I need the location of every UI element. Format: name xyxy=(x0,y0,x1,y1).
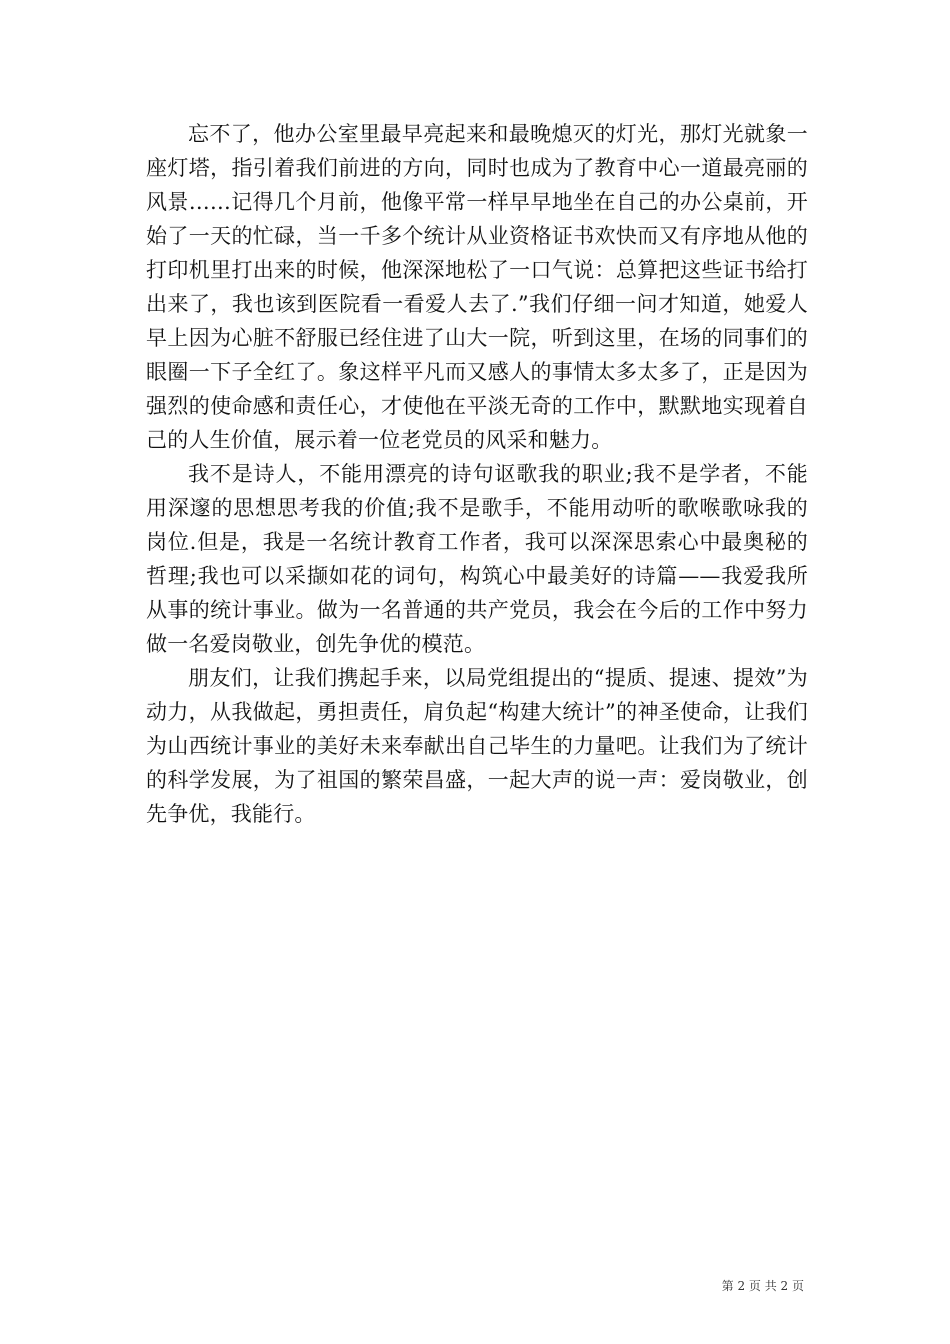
paragraph-2: 我不是诗人，不能用漂亮的诗句讴歌我的职业;我不是学者，不能用深邃的思想思考我的价值;我不是歌手，不能用动听的歌喉歌咏我的岗位.但是，我是一名统计教育工作者，我可以深深思索心中最奥秘的哲理;我也可以采撷如花的词句，构筑心中最美好的诗篇——我爱我所从事的统计事业。做为一名普通的共产党员，我会在今后的工作中努力做一名爱岗敬业，创先争优的模范。 xyxy=(146,462,808,656)
document-body xyxy=(146,117,808,831)
paragraph-1: 忘不了，他办公室里最早亮起来和最晚熄灭的灯光，那灯光就象一座灯塔，指引着我们前进的方向，同时也成为了教育中心一道最亮丽的风景……记得几个月前，他像平常一样早早地坐在自己的办公桌前，开始了一天的忙碌，当一千多个统计从业资格证书欢快而又有序地从他的打印机里打出来的时候，他深深地松了一口气说：总算把这些证书给打出来了，我也该到医院看一看爱人去了.”我们仔细一问才知道，她爱人早上因为心脏不舒服已经住进了山大一院，听到这里，在场的同事们的眼圈一下子全红了。象这样平凡而又感人的事情太多太多了，正是因为强烈的使命感和责任心，才使他在平淡无奇的工作中，默默地实现着自己的人生价值，展示着一位老党员的风采和魅力。 xyxy=(146,122,808,452)
paragraph-3: 朋友们，让我们携起手来，以局党组提出的“提质、提速、提效”为动力，从我做起，勇担责任，肩负起“构建大统计”的神圣使命，让我们为山西统计事业的美好未来奉献出自己毕生的力量吧。让我们为了统计的科学发展，为了祖国的繁荣昌盛，一起大声的说一声：爱岗敬业，创先争优，我能行。 xyxy=(146,666,808,826)
page-number-footer: 第 2 页 共 2 页 xyxy=(721,1279,804,1293)
